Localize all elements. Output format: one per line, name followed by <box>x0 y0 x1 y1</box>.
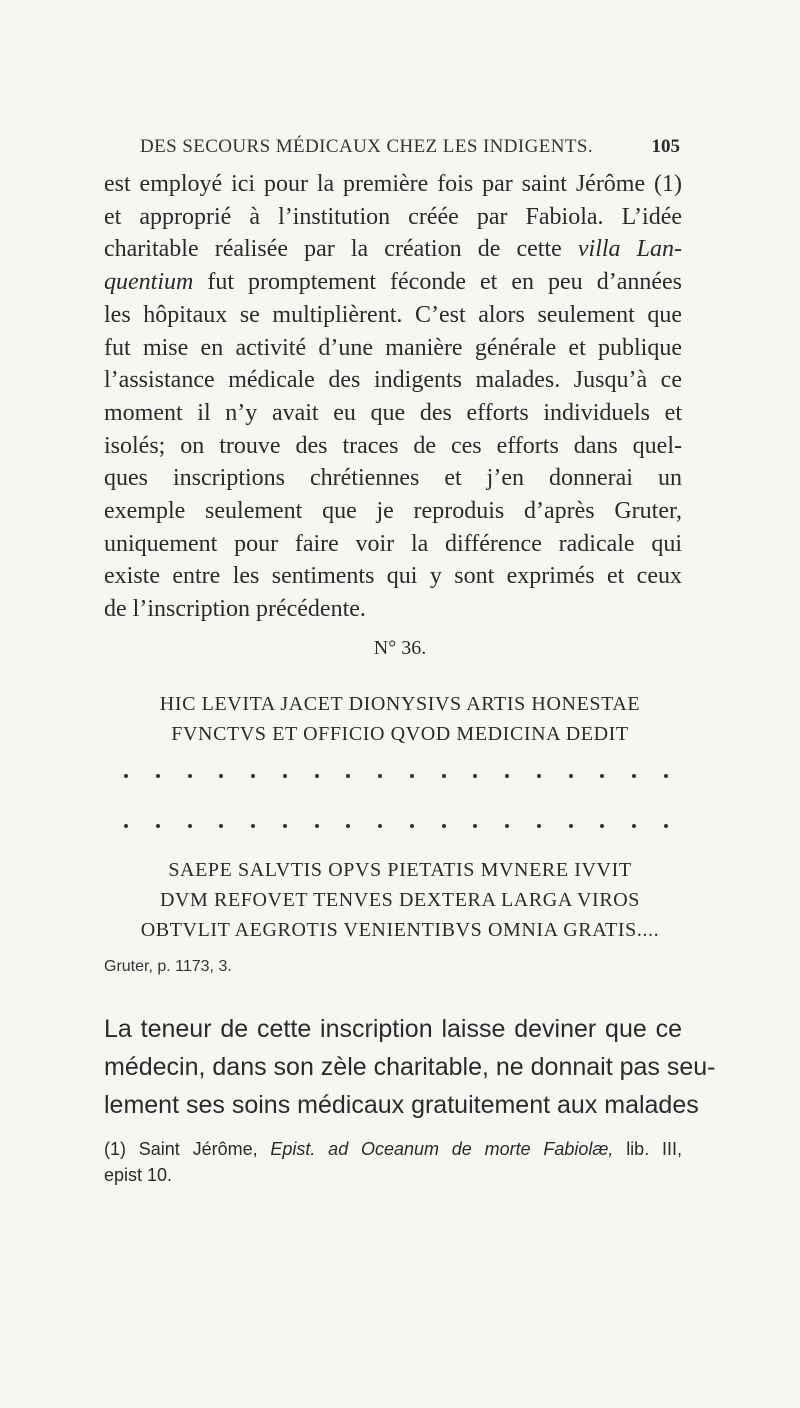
running-title: DES SECOURS MÉDICAUX CHEZ LES INDIGENTS. <box>140 136 594 157</box>
text-line: ques inscriptions chrétiennes et j’en donnerai un <box>104 465 682 492</box>
inscription-line: DVM REFOVET TENVES DEXTERA LARGA VIROS <box>159 889 641 911</box>
text-fragment: fut promptement féconde et en peu d’années <box>193 269 682 296</box>
running-head <box>140 136 680 166</box>
inscription-line: FVNCTVS ET OFFICIO QVOD MEDICINA DEDIT <box>171 723 629 745</box>
footnote-author: Saint Jérôme, <box>138 1139 258 1159</box>
text-line: exemple seulement que je reproduis d’après Gruter, <box>104 498 682 525</box>
text-line: existe entre les sentiments qui y sont exprimés et ceux <box>104 563 682 590</box>
text-line: La teneur de cette inscription laisse deviner que ce <box>104 1015 682 1043</box>
ellipsis-dots-row <box>124 769 668 783</box>
inscription-bottom <box>0 855 800 945</box>
page-number: 105 <box>651 136 680 157</box>
text-line: moment il n’y avait eu que des efforts individuels et <box>104 399 682 426</box>
text-line: l’assistance médicale des indigents malades. Jusqu’à ce <box>104 367 682 394</box>
text-line: médecin, dans son zèle charitable, ne donnait pas seu- <box>104 1053 716 1081</box>
paragraph-continuation <box>104 1010 716 1124</box>
text-fragment: charitable réalisée par la création de cette <box>104 236 578 263</box>
italic-term: villa Lan- <box>577 236 683 263</box>
italic-term: quentium <box>104 269 194 296</box>
text-line: uniquement pour faire voir la différence radicale qui <box>104 530 682 557</box>
source-reference: Gruter, p. 1173, 3. <box>104 958 232 975</box>
inscription-line: SAEPE SALVTIS OPVS PIETATIS MVNERE IVVIT <box>168 859 632 881</box>
inscription-top <box>0 689 800 749</box>
footnote-marker: (1) <box>104 1139 126 1159</box>
paragraph-main <box>104 168 682 626</box>
text-line: fut mise en activité d’une manière générale et publique <box>104 334 682 361</box>
footnote-work: Epist. ad Oceanum de morte Fabiolæ, <box>270 1139 614 1159</box>
inscription-line: OBTVLIT AEGROTIS VENIENTIBVS OMNIA GRATIS.... <box>140 919 660 941</box>
footnote-line <box>104 1136 682 1162</box>
footnote-line: epist 10. <box>104 1165 173 1185</box>
text-line: de l’inscription précédente. <box>104 596 366 623</box>
text-line: est employé ici pour la première fois par saint Jérôme (1) <box>104 171 682 197</box>
inscription-number: N° 36. <box>373 637 427 659</box>
text-line: les hôpitaux se multiplièrent. C’est alors seulement que <box>104 301 682 328</box>
footnote <box>104 1136 682 1188</box>
text-line: et approprié à l’institution créée par Fabiola. L’idée <box>104 203 682 230</box>
ellipsis-dots-row <box>124 819 668 833</box>
footnote-book: lib. III, <box>626 1139 682 1159</box>
text-line <box>104 266 682 299</box>
text-line <box>104 233 682 266</box>
text-line: lement ses soins médicaux gratuitement aux malades <box>104 1091 699 1119</box>
text-line: isolés; on trouve des traces de ces efforts dans quel- <box>104 432 682 459</box>
inscription-line: HIC LEVITA JACET DIONYSIVS ARTIS HONESTAE <box>159 693 641 715</box>
